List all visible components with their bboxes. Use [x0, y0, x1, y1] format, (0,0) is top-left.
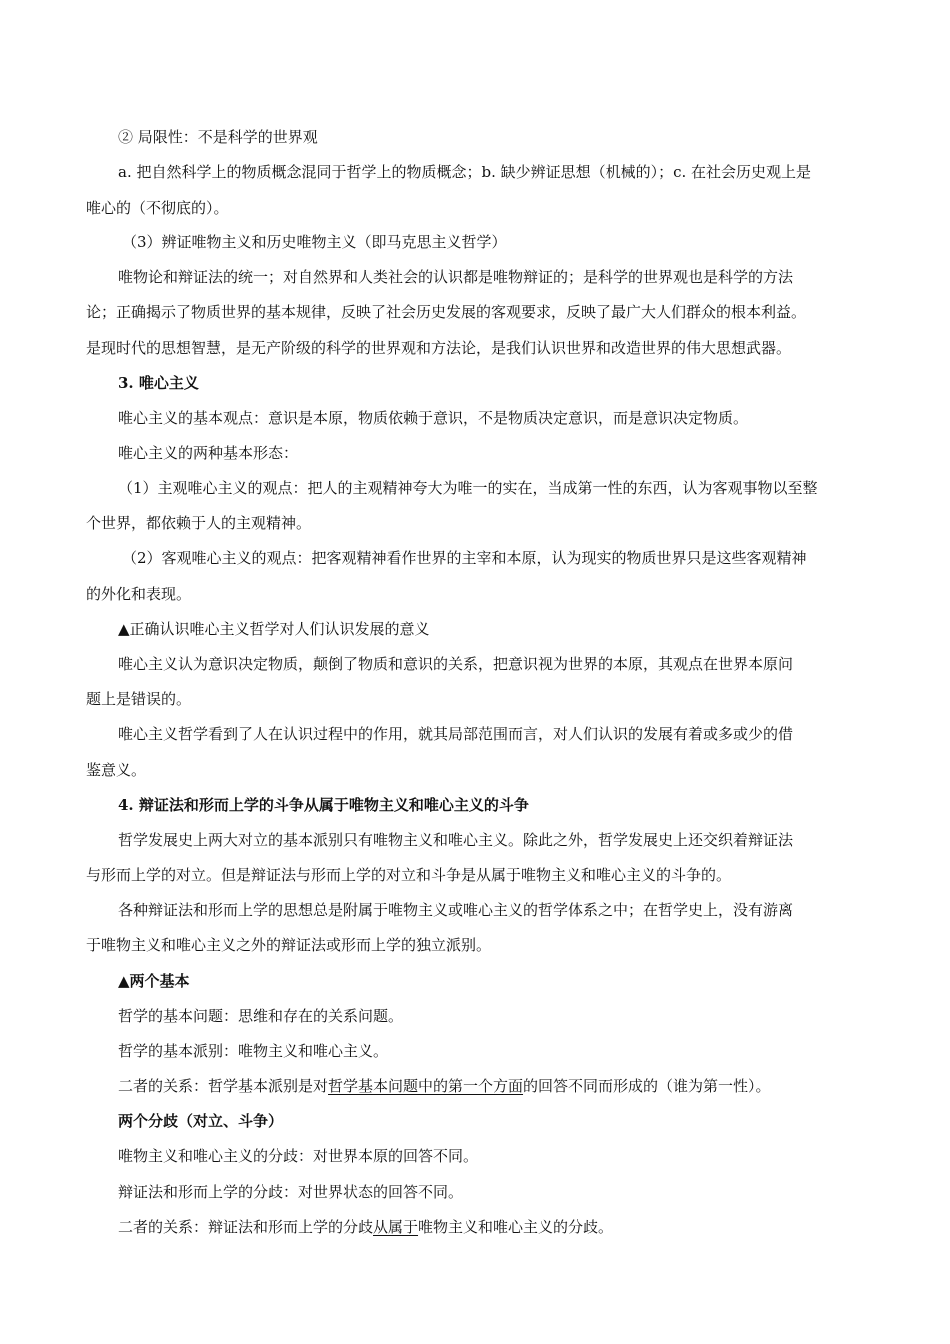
underlined-text: 哲学基本问题中的第一个方面 — [328, 1077, 524, 1095]
paragraph-line: 唯心主义哲学看到了人在认识过程中的作用，就其局部范围而言，对人们认识的发展有着或多或少的借 — [118, 725, 794, 743]
paragraph-line: 个世界，都依赖于人的主观精神。 — [86, 514, 312, 532]
text-run: 唯物主义和唯心主义的分歧。 — [418, 1218, 614, 1236]
text-run: 二者的关系：哲学基本派别是对 — [118, 1077, 329, 1095]
paragraph-line: 论；正确揭示了物质世界的基本规律，反映了社会历史发展的客观要求，反映了最广大人们群众的根本利益。 — [86, 303, 807, 321]
subheading-two-basics: ▲两个基本 — [118, 972, 190, 990]
section-heading-3: 3. 唯心主义 — [118, 374, 199, 392]
paragraph-line: 是现时代的思想智慧，是无产阶级的科学的世界观和方法论，是我们认识世界和改造世界的伟大思想武器。 — [86, 339, 792, 357]
paragraph-line: 与形而上学的对立。但是辩证法与形而上学的对立和斗争是从属于唯物主义和唯心主义的斗争的。 — [86, 866, 732, 884]
paragraph-line: a. 把自然科学上的物质概念混同于哲学上的物质概念；b. 缺少辨证思想（机械的）；c. 在社会历史观上是 — [118, 163, 812, 181]
paragraph-line: 唯心主义的两种基本形态： — [118, 444, 299, 462]
paragraph-line: 唯心主义认为意识决定物质，颠倒了物质和意识的关系，把意识视为世界的本原，其观点在世界本原问 — [118, 655, 794, 673]
paragraph-line: 唯物主义和唯心主义的分歧：对世界本原的回答不同。 — [118, 1147, 479, 1165]
paragraph-line: 唯物论和辩证法的统一；对自然界和人类社会的认识都是唯物辩证的；是科学的世界观也是科学的方法 — [118, 268, 794, 286]
paragraph-line: 辩证法和形而上学的分歧：对世界状态的回答不同。 — [118, 1183, 464, 1201]
paragraph-line: （2）客观唯心主义的观点：把客观精神看作世界的主宰和本原，认为现实的物质世界只是这些客观精神 — [122, 549, 807, 567]
underlined-text: 从属于 — [373, 1218, 419, 1236]
paragraph-line: 哲学的基本派别：唯物主义和唯心主义。 — [118, 1042, 389, 1060]
section-heading-4: 4. 辩证法和形而上学的斗争从属于唯物主义和唯心主义的斗争 — [118, 796, 529, 814]
paragraph-line: 题上是错误的。 — [86, 690, 192, 708]
paragraph-line: 唯心主义的基本观点：意识是本原，物质依赖于意识，不是物质决定意识，而是意识决定物质。 — [118, 409, 749, 427]
paragraph-line — [118, 1217, 878, 1237]
paragraph-line: ② 局限性：不是科学的世界观 — [118, 128, 318, 146]
subheading: ▲正确认识唯心主义哲学对人们认识发展的意义 — [118, 620, 430, 638]
paragraph-line: 哲学的基本问题：思维和存在的关系问题。 — [118, 1007, 404, 1025]
paragraph-line: 于唯物主义和唯心主义之外的辩证法或形而上学的独立派别。 — [86, 936, 492, 954]
paragraph-line: （1）主观唯心主义的观点：把人的主观精神夸大为唯一的实在，当成第一性的东西，认为客观事物以至整 — [118, 479, 818, 497]
paragraph-line: 哲学发展史上两大对立的基本派别只有唯物主义和唯心主义。除此之外，哲学发展史上还交织着辩证法 — [118, 831, 794, 849]
subheading: （3）辨证唯物主义和历史唯物主义（即马克思主义哲学） — [122, 233, 507, 251]
paragraph-line: 的外化和表现。 — [86, 585, 192, 603]
subheading-two-divergences: 两个分歧（对立、斗争） — [118, 1112, 284, 1130]
paragraph-line: 唯心的（不彻底的）。 — [86, 199, 229, 217]
paragraph-line: 各种辩证法和形而上学的思想总是附属于唯物主义或唯心主义的哲学体系之中；在哲学史上，没有游离 — [118, 901, 794, 919]
paragraph-line: 鉴意义。 — [86, 761, 147, 779]
paragraph-line — [118, 1076, 878, 1096]
text-run: 的回答不同而形成的（谁为第一性）。 — [523, 1077, 771, 1095]
text-run: 二者的关系：辩证法和形而上学的分歧 — [118, 1218, 374, 1236]
